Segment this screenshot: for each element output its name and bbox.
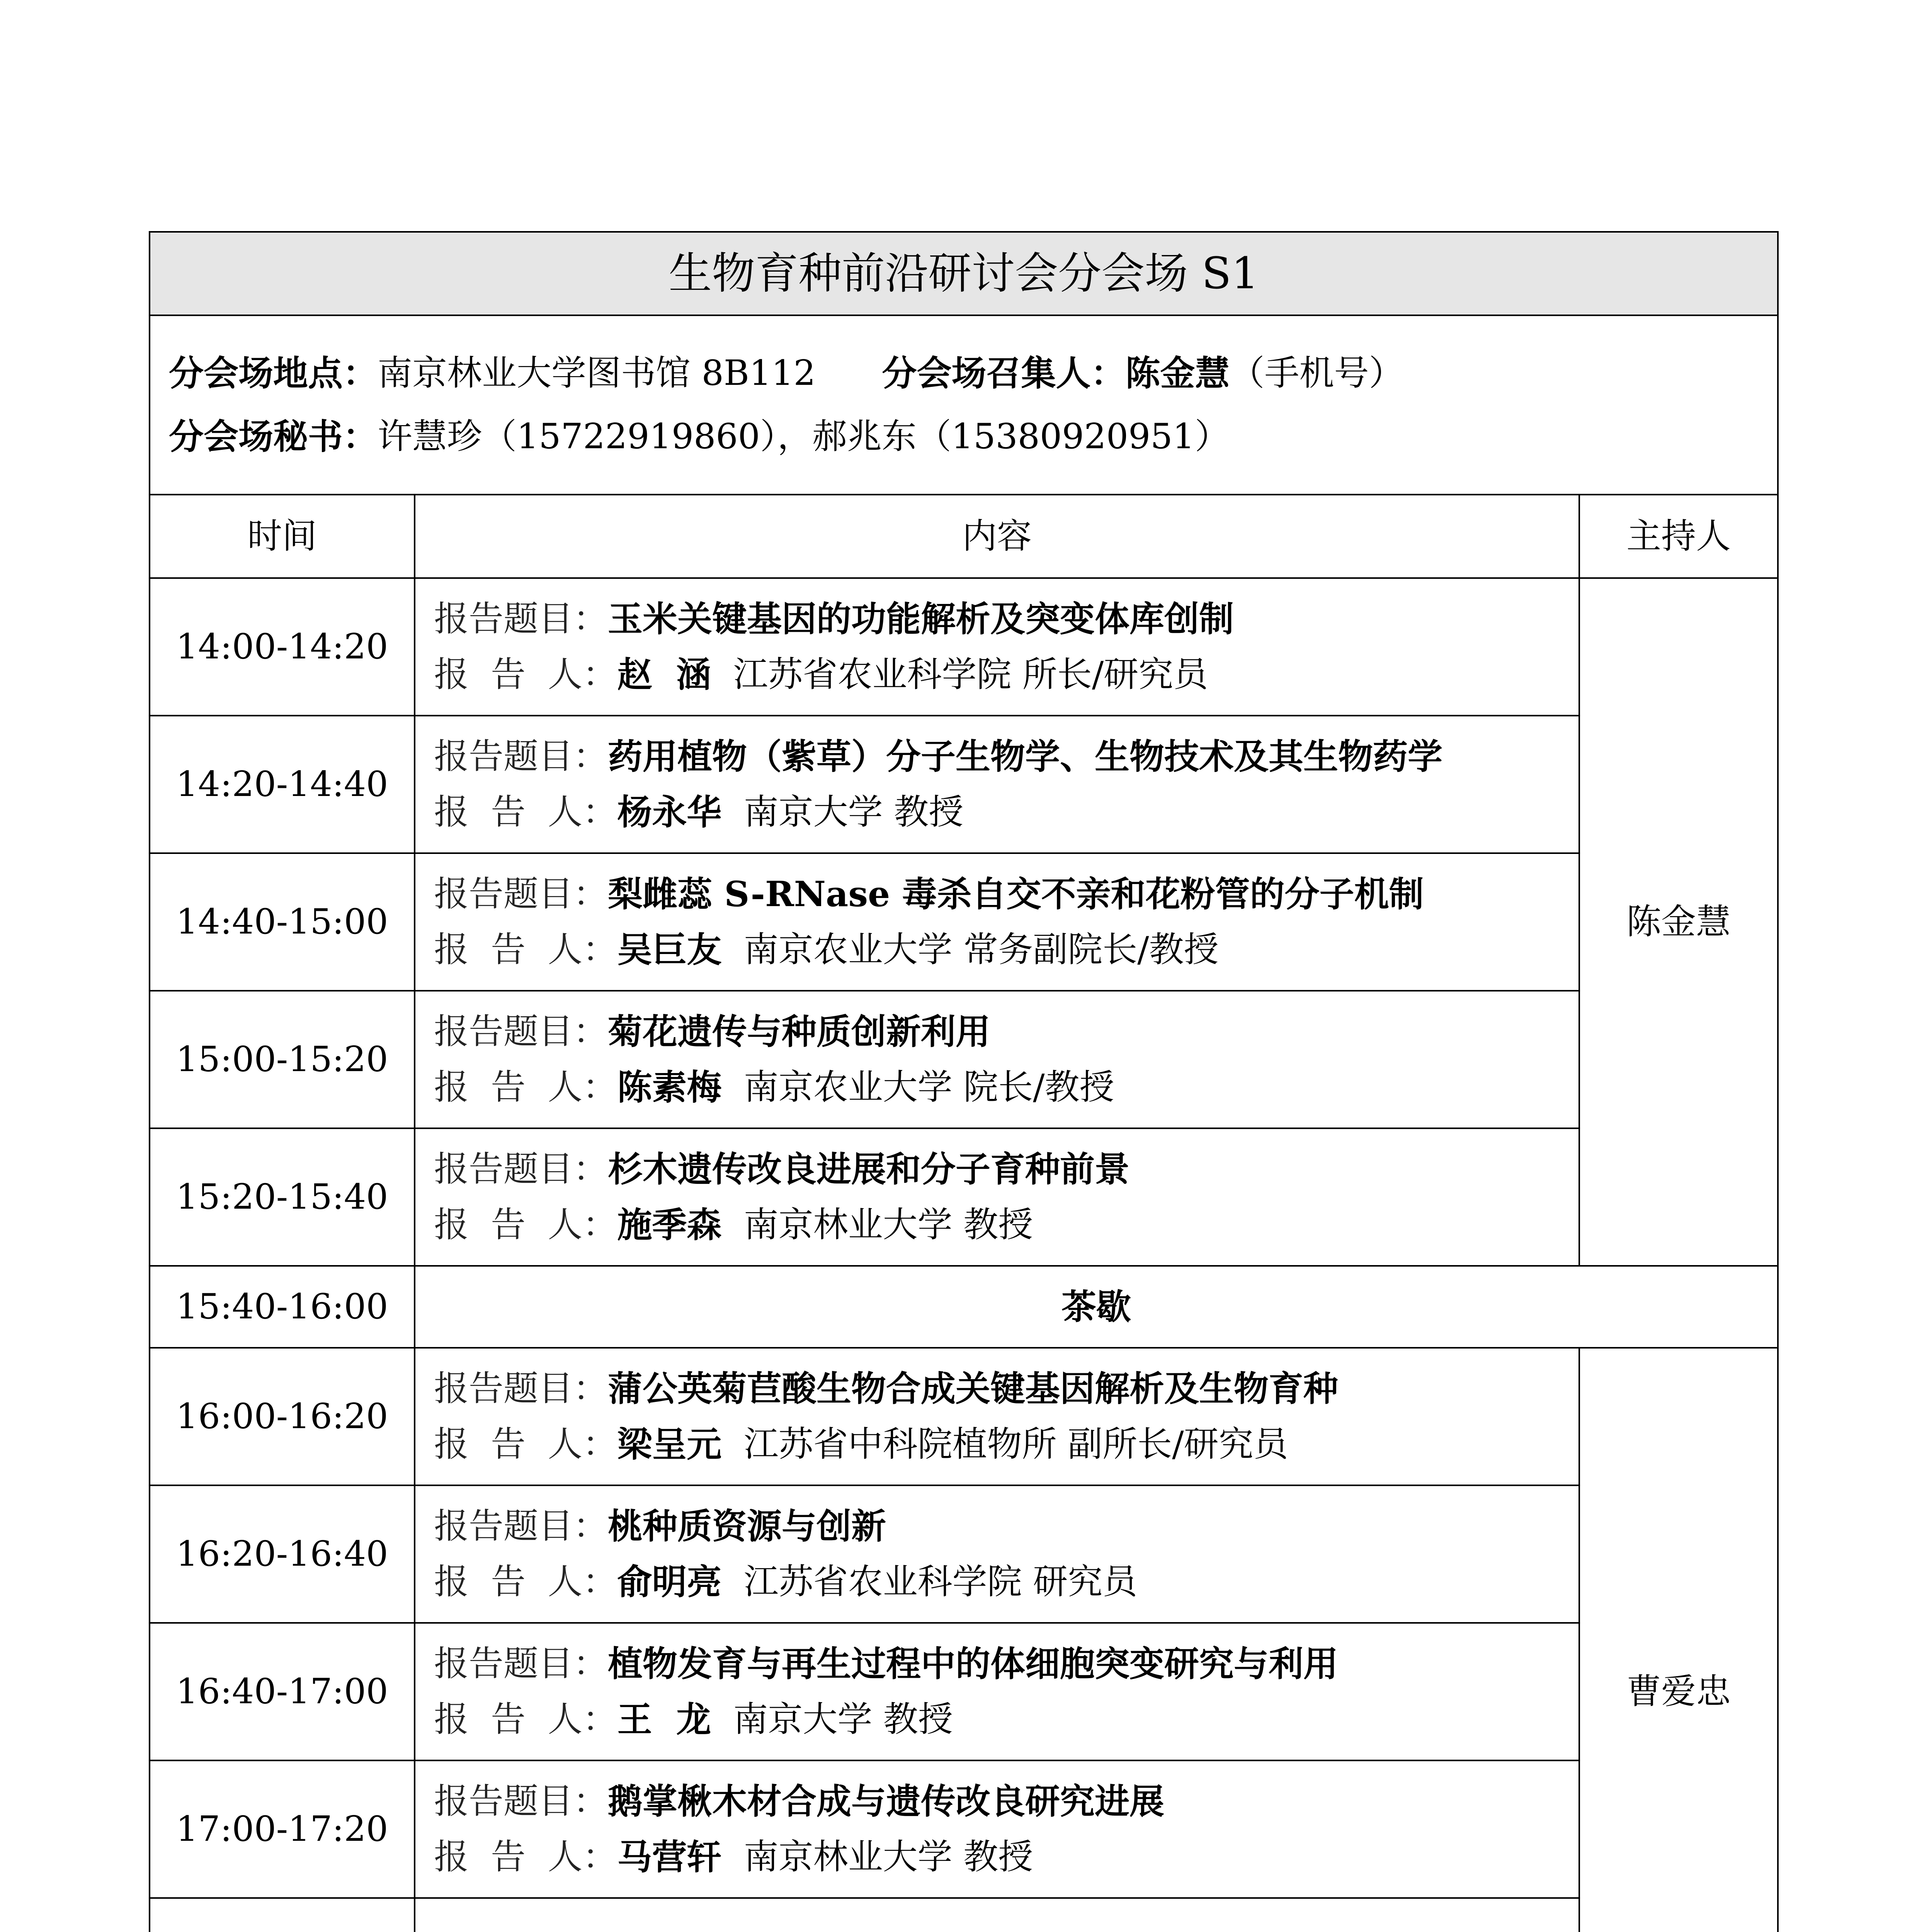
topic-label: 报告题目：	[434, 1368, 608, 1409]
time-cell: 14:40-15:00	[150, 853, 415, 991]
host-cell: 陈金慧	[1579, 578, 1778, 1266]
time-cell: 16:40-17:00	[150, 1623, 415, 1760]
content-cell	[415, 1760, 1579, 1898]
speaker-name: 陈素梅	[617, 1067, 722, 1108]
topic-label: 报告题目：	[434, 736, 608, 777]
time-cell: 16:20-16:40	[150, 1485, 415, 1623]
speaker-label: 报 告 人：	[434, 792, 617, 832]
time-cell	[150, 1898, 415, 1932]
secretary-value: 许慧珍（15722919860），郝兆东（15380920951）	[378, 416, 1230, 457]
speaker-name: 俞明亮	[617, 1561, 722, 1602]
speaker-label: 报 告 人：	[434, 1067, 617, 1107]
time-cell: 15:20-15:40	[150, 1128, 415, 1266]
speaker-label: 报 告 人：	[434, 1699, 617, 1740]
host-cell: 曹爱忠	[1579, 1348, 1778, 1932]
speaker-name: 梁呈元	[617, 1424, 722, 1465]
break-row	[150, 1266, 1778, 1348]
speaker-name: 施季森	[617, 1204, 722, 1245]
time-cell: 16:00-16:20	[150, 1348, 415, 1485]
content-cell	[415, 1485, 1579, 1623]
time-cell: 14:00-14:20	[150, 578, 415, 716]
speaker-affiliation: 南京农业大学 常务副院长/教授	[743, 929, 1219, 970]
header-host: 主持人	[1579, 495, 1778, 578]
header-content: 内容	[415, 495, 1579, 578]
table-row	[150, 1128, 1778, 1266]
session-info	[150, 315, 1778, 495]
speaker-name: 吴巨友	[617, 929, 722, 970]
convener-note: （手机号）	[1230, 353, 1404, 393]
speaker-affiliation: 南京农业大学 院长/教授	[743, 1067, 1114, 1107]
talk-topic: 玉米关键基因的功能解析及突变体库创制	[608, 599, 1234, 639]
speaker-name: 赵 涵	[617, 654, 711, 695]
time-cell: 17:00-17:20	[150, 1760, 415, 1898]
table-row	[150, 1898, 1778, 1932]
talk-topic: 药用植物（紫草）分子生物学、生物技术及其生物药学	[608, 736, 1442, 777]
table-title: 生物育种前沿研讨会分会场 S1	[150, 232, 1778, 315]
speaker-label: 报 告 人：	[434, 929, 617, 970]
talk-topic: 菊花遗传与种质创新利用	[608, 1011, 990, 1052]
break-label: 茶歇	[415, 1266, 1778, 1348]
speaker-affiliation: 江苏省农业科学院 所长/研究员	[733, 654, 1208, 695]
table-row	[150, 991, 1778, 1128]
content-cell	[415, 991, 1579, 1128]
time-cell: 15:40-16:00	[150, 1266, 415, 1348]
content-cell	[415, 853, 1579, 991]
topic-label: 报告题目：	[434, 599, 608, 639]
speaker-label: 报 告 人：	[434, 1837, 617, 1877]
location-label: 分会场地点：	[169, 353, 378, 394]
secretary-label: 分会场秘书：	[169, 416, 378, 457]
speaker-affiliation: 南京林业大学 教授	[743, 1204, 1033, 1245]
content-cell	[415, 1348, 1579, 1485]
header-time: 时间	[150, 495, 415, 578]
content-cell	[415, 1128, 1579, 1266]
topic-label: 报告题目：	[434, 1011, 608, 1052]
talk-topic: 杉木遗传改良进展和分子育种前景	[608, 1149, 1129, 1190]
content-cell	[415, 1623, 1579, 1760]
content-cell	[415, 578, 1579, 716]
info-line-2	[169, 405, 1777, 468]
speaker-affiliation: 南京林业大学 教授	[743, 1837, 1033, 1877]
convener-name: 陈金慧	[1125, 353, 1230, 394]
time-cell: 15:00-15:20	[150, 991, 415, 1128]
speaker-affiliation: 南京大学 教授	[733, 1699, 953, 1740]
table-row	[150, 578, 1778, 716]
table-row	[150, 853, 1778, 991]
talk-topic: 桃种质资源与创新	[608, 1506, 886, 1547]
table-row	[150, 716, 1778, 853]
topic-label: 报告题目：	[434, 1506, 608, 1546]
topic-label: 报告题目：	[434, 1149, 608, 1189]
talk-topic: 蒲公英菊苣酸生物合成关键基因解析及生物育种	[608, 1368, 1338, 1409]
speaker-label: 报 告 人：	[434, 654, 617, 695]
topic-label: 报告题目：	[434, 874, 608, 914]
talk-topic: 鹅掌楸木材合成与遗传改良研究进展	[608, 1781, 1164, 1822]
speaker-affiliation: 南京大学 教授	[743, 792, 964, 832]
convener-label: 分会场召集人：	[882, 353, 1126, 394]
speaker-name: 马营轩	[617, 1837, 722, 1878]
speaker-name: 杨永华	[617, 792, 722, 833]
topic-label: 报告题目：	[434, 1781, 608, 1821]
speaker-label: 报 告 人：	[434, 1424, 617, 1464]
schedule-table	[149, 231, 1779, 1932]
closing-label	[415, 1898, 1579, 1932]
time-cell: 14:20-14:40	[150, 716, 415, 853]
topic-label: 报告题目：	[434, 1643, 608, 1684]
content-cell	[415, 716, 1579, 853]
speaker-label: 报 告 人：	[434, 1204, 617, 1245]
table-row	[150, 1760, 1778, 1898]
info-line-1	[169, 342, 1777, 405]
speaker-label: 报 告 人：	[434, 1561, 617, 1602]
talk-topic: 植物发育与再生过程中的体细胞突变研究与利用	[608, 1643, 1338, 1684]
table-row	[150, 1485, 1778, 1623]
speaker-affiliation: 江苏省农业科学院 研究员	[743, 1561, 1138, 1602]
table-row	[150, 1623, 1778, 1760]
location-value: 南京林业大学图书馆 8B112	[378, 353, 816, 393]
table-row	[150, 1348, 1778, 1485]
speaker-name: 王 龙	[617, 1699, 711, 1740]
talk-topic: 梨雌蕊 S-RNase 毒杀自交不亲和花粉管的分子机制	[608, 874, 1424, 915]
speaker-affiliation: 江苏省中科院植物所 副所长/研究员	[743, 1424, 1288, 1464]
